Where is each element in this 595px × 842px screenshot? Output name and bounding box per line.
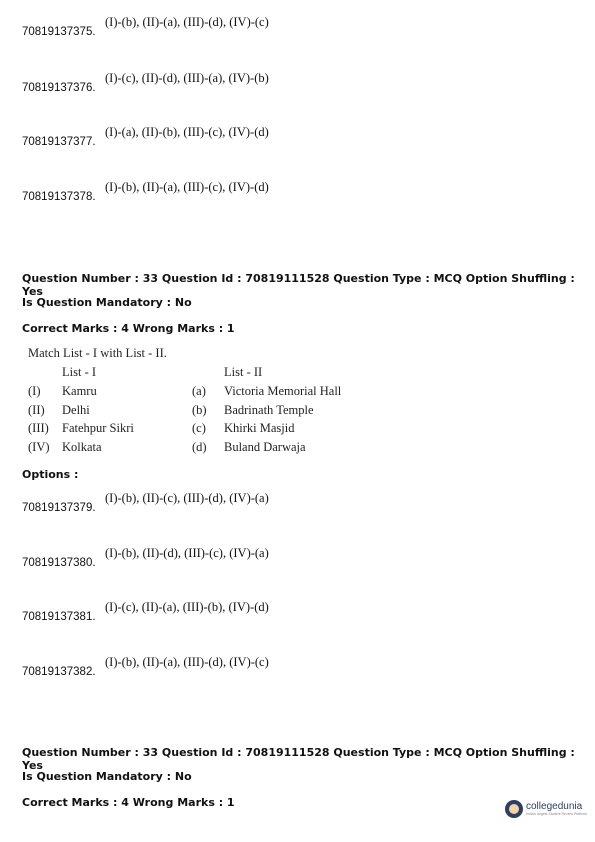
list2-header: List - II (224, 365, 263, 379)
list1-item: Kamru (62, 384, 97, 398)
question-mandatory: Is Question Mandatory : No (22, 296, 192, 309)
collegedunia-logo-icon (505, 800, 523, 818)
next-question-mandatory: Is Question Mandatory : No (22, 770, 192, 783)
list2-letter: (b) (192, 403, 207, 417)
option-id: 70819137380. (22, 557, 96, 569)
option-text: (I)-(c), (II)-(d), (III)-(a), (IV)-(b) (105, 71, 269, 85)
list1-number: (II) (28, 403, 45, 417)
next-question-marks: Correct Marks : 4 Wrong Marks : 1 (22, 796, 235, 809)
list1-item: Delhi (62, 403, 90, 417)
option-text: (I)-(b), (II)-(a), (III)-(c), (IV)-(d) (105, 180, 269, 194)
list1-item: Fatehpur Sikri (62, 421, 134, 435)
option-text: (I)-(b), (II)-(a), (III)-(d), (IV)-(c) (105, 15, 269, 29)
list1-header: List - I (62, 365, 97, 379)
list2-letter: (a) (192, 384, 206, 398)
collegedunia-logo (505, 800, 587, 818)
list1-number: (III) (28, 421, 49, 435)
option-text: (I)-(b), (II)-(d), (III)-(c), (IV)-(a) (105, 546, 269, 560)
option-id: 70819137381. (22, 611, 96, 623)
next-question-header: Question Number : 33 Question Id : 70819111528 Question Type : MCQ Option Shuffling : Yes (22, 746, 575, 772)
list2-letter: (c) (192, 421, 206, 435)
option-id: 70819137382. (22, 666, 96, 678)
list1-number: (IV) (28, 440, 50, 454)
option-text: (I)-(c), (II)-(a), (III)-(b), (IV)-(d) (105, 600, 269, 614)
question-marks: Correct Marks : 4 Wrong Marks : 1 (22, 322, 235, 335)
option-text: (I)-(a), (II)-(b), (III)-(c), (IV)-(d) (105, 125, 269, 139)
option-id: 70819137379. (22, 502, 96, 514)
question-prompt: Match List - I with List - II. (28, 346, 167, 360)
options-label: Options : (22, 468, 79, 481)
option-id: 70819137376. (22, 82, 96, 94)
option-text: (I)-(b), (II)-(c), (III)-(d), (IV)-(a) (105, 491, 269, 505)
option-id: 70819137377. (22, 136, 96, 148)
question-header: Question Number : 33 Question Id : 70819111528 Question Type : MCQ Option Shuffling : Yes (22, 272, 575, 298)
list1-item: Kolkata (62, 440, 102, 454)
list2-item: Victoria Memorial Hall (224, 384, 342, 398)
list1-number: (I) (28, 384, 41, 398)
list2-letter: (d) (192, 440, 207, 454)
list2-item: Badrinath Temple (224, 403, 314, 417)
option-id: 70819137378. (22, 191, 96, 203)
option-text: (I)-(b), (II)-(a), (III)-(d), (IV)-(c) (105, 655, 269, 669)
list2-item: Khirki Masjid (224, 421, 295, 435)
logo-name: collegedunia (526, 801, 583, 812)
logo-tagline: India's largest Student Review Platform (526, 812, 587, 816)
option-id: 70819137375. (22, 26, 96, 38)
list2-item: Buland Darwaja (224, 440, 306, 454)
